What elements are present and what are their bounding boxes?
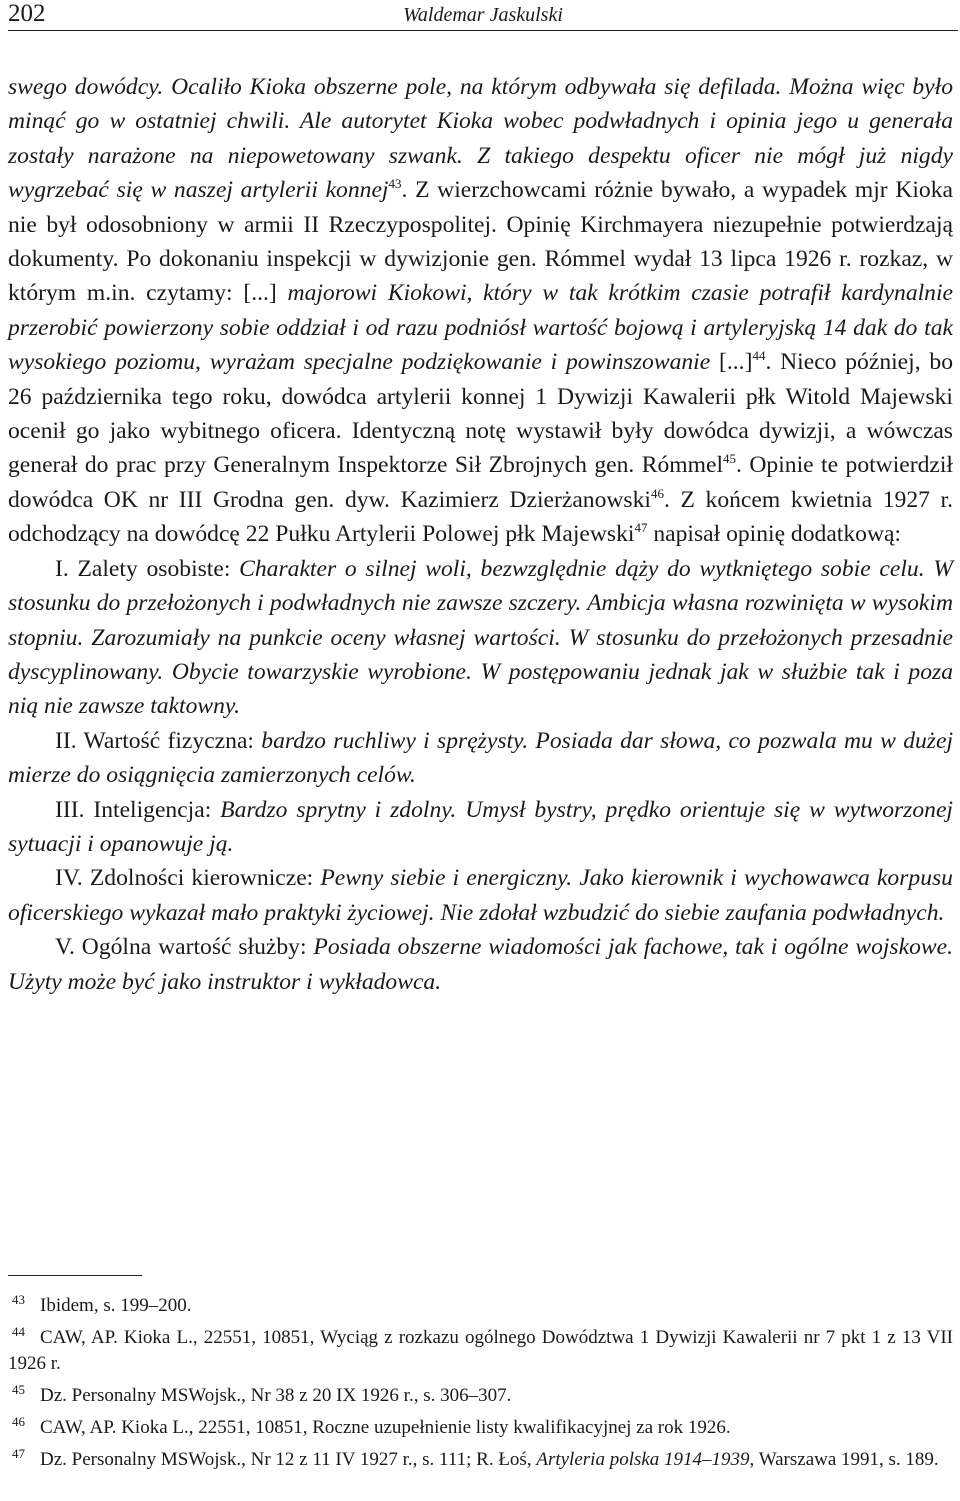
quote-rommel-order: majorowi Kiokowi, który w tak krótkim czasie potrafił kardynalnie przerobić powierzony sobie oddział i od razu podniósł wartość bojową i artyleryjską 14 dak do tak wysokiego poziomu, wyrażam specjalne podziękowanie i powinszowanie xyxy=(8,280,953,376)
section-label: V. Ogólna wartość służby: xyxy=(55,934,314,961)
footnote-46: 46 CAW, AP. Kioka L., 22551, 10851, Roczne uzupełnienie listy kwalifikacyjnej za rok 1926. xyxy=(12,1414,731,1438)
paragraph-main xyxy=(8,70,953,552)
footnote-text: Dz. Personalny MSWojsk., Nr 12 z 11 IV 1927 r., s. 111; R. Łoś, xyxy=(40,1449,537,1470)
opinion-section-2 xyxy=(8,724,953,793)
opinion-section-1 xyxy=(8,552,953,724)
text-segment: [...] xyxy=(710,349,753,376)
section-text: Charakter o silnej woli, bezwzględnie dąży do wytkniętego sobie celu. W stosunku do przełożonych i podwładnych nie zawsze szczery. Ambicja własna rozwinięta w wysokim stopniu. Zarozumiały na punkcie oceny własnej wartości. W stosunku do przełożonych przesadnie dyscyplinowany. Obycie towarzyskie wyrobione. W postępowaniu jednak jak w służbie tak i poza nią nie zawsze taktowny. xyxy=(8,555,953,720)
footnote-47: 47 Dz. Personalny MSWojsk., Nr 12 z 11 IV 1927 r., s. 111; R. Łoś, Artyleria polska 1914–1939, Warszawa 1991, s. 189. xyxy=(12,1446,939,1470)
opinion-section-4 xyxy=(8,861,953,930)
section-label: I. Zalety osobiste: xyxy=(55,555,240,582)
footnote-text: CAW, AP. Kioka L., 22551, 10851, Wyciąg z rozkazu ogólnego Dowództwa 1 Dywizji Kawalerii nr 7 pkt 1 z 13 VII 1926 r. xyxy=(8,1327,953,1374)
footnote-ref-44: 44 xyxy=(752,348,766,364)
footnote-ref-43: 43 xyxy=(388,176,402,192)
footnotes xyxy=(8,1293,953,1479)
text-segment: . Nieco później, bo 26 października tego roku, dowódca artylerii konnej 1 Dywizji Kawalerii płk Witold Majewski ocenił go jako wybitnego oficera. Identyczną notę wystawił były dowódca dywizji, a wówczas generał do prac przy Generalnym Inspektorze Sił Zbrojnych gen. Rómmel xyxy=(8,349,953,479)
footnote-ref-46: 46 xyxy=(650,485,664,501)
text-segment: . Opinie te potwierdził dowódca OK nr III Grodna gen. dyw. Kazimierz Dzierżanowski xyxy=(8,452,953,513)
footnote-ref-47: 47 xyxy=(634,520,648,536)
text-segment: . Z końcem kwietnia 1927 r. odchodzący na dowódcę 22 Pułku Artylerii Polowej płk Majewski xyxy=(8,486,953,548)
text-segment: napisał opinię dodatkową: xyxy=(647,521,902,548)
running-head-author: Waldemar Jaskulski xyxy=(403,4,563,26)
section-label: II. Wartość fizyczna: xyxy=(55,727,262,754)
text-segment: . Z wierzchowcami różnie bywało, a wypadek mjr Kioka nie był odosobniony w armii II Rzeczypospolitej. Opinię Kirchmayera niezupełnie potwierdzają dokumenty. Po dokonaniu inspekcji w dywizjonie gen. Rómmel wydał 13 lipca 1926 r. rozkaz, w którym m.in. czytamy: [...] xyxy=(8,177,954,307)
opinion-section-3 xyxy=(8,793,953,862)
section-label: III. Inteligencja: xyxy=(55,796,221,823)
footnote-44: 44 CAW, AP. Kioka L., 22551, 10851, Wyciąg z rozkazu ogólnego Dowództwa 1 Dywizji Kawalerii nr 7 pkt 1 z 13 VII 1926 r. xyxy=(8,1324,953,1374)
footnote-43: 43 Ibidem, s. 199–200. xyxy=(12,1292,192,1316)
section-text: Pewny siebie i energiczny. Jako kierownik i wychowawca korpusu oficerskiego wykazał mało praktyki życiowej. Nie zdołał wzbudzić do siebie zaufania podwładnych. xyxy=(8,865,953,926)
section-text: Bardzo sprytny i zdolny. Umysł bystry, prędko orientuje się w wytworzonej sytuacji i opanowuje ją. xyxy=(8,796,953,857)
footnote-text: CAW, AP. Kioka L., 22551, 10851, Roczne uzupełnienie listy kwalifikacyjnej za rok 1926. xyxy=(40,1417,731,1438)
footnote-divider xyxy=(8,1275,142,1276)
footnote-45: 45 Dz. Personalny MSWojsk., Nr 38 z 20 IX 1926 r., s. 306–307. xyxy=(12,1382,512,1406)
section-text: Posiada obszerne wiadomości jak fachowe, tak i ogólne wojskowe. Użyty może być jako instruktor i wykładowca. xyxy=(8,934,953,995)
page-number: 202 xyxy=(8,0,46,27)
footnote-ref-45: 45 xyxy=(723,451,737,467)
section-text: bardzo ruchliwy i sprężysty. Posiada dar słowa, co pozwala mu w dużej mierze do osiągnięcia zamierzonych celów. xyxy=(8,727,954,789)
footnote-text: Dz. Personalny MSWojsk., Nr 38 z 20 IX 1926 r., s. 306–307. xyxy=(40,1385,512,1406)
body-text xyxy=(8,70,953,999)
footnote-text-tail: , Warszawa 1991, s. 189. xyxy=(749,1449,939,1470)
running-head xyxy=(8,0,958,31)
footnote-text: Ibidem, s. 199–200. xyxy=(40,1295,192,1316)
quote-opening: swego dowódcy. Ocaliło Kioka obszerne pole, na którym odbywała się defilada. Można więc było minąć go w ostatniej chwili. Ale autorytet Kioka wobec podwładnych i opinia jego u generała zostały narażone na niepowetowany szwank. Z takiego despektu oficer nie mógł już nigdy wygrzebać się w naszej artylerii konnej xyxy=(8,74,953,204)
footnote-book-title: Artyleria polska 1914–1939 xyxy=(536,1449,750,1470)
opinion-section-5 xyxy=(8,930,953,999)
section-label: IV. Zdolności kierownicze: xyxy=(55,865,321,892)
